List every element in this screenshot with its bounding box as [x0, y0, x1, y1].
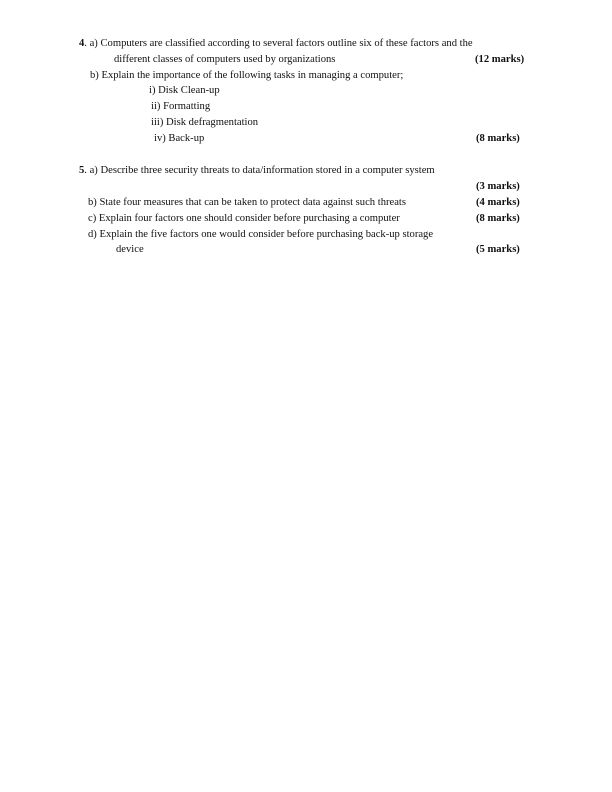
q4-part-b-item-1: i) Disk Clean-up [149, 85, 220, 96]
q4-part-b-text: b) Explain the importance of the following tasks in managing a computer; [90, 70, 404, 81]
q4-part-b-item-3: iii) Disk defragmentation [151, 117, 259, 128]
q4-part-a-marks: (12 marks) [475, 54, 525, 65]
q4-part-a-text-1: . a) Computers are classified according to several factors outline six of these factors and the [84, 38, 473, 49]
q5-part-c-text: c) Explain four factors one should consider before purchasing a computer [88, 213, 400, 224]
q5-part-a-text: . a) Describe three security threats to data/information stored in a computer system [84, 165, 435, 176]
q5-part-d-line-1: d) Explain the five factors one would consider before purchasing back-up storage [88, 229, 434, 240]
q4-number: 4 [79, 38, 85, 49]
q4-part-b-item-2: ii) Formatting [151, 101, 211, 112]
q4-part-b-item-4: iv) Back-up [154, 133, 205, 144]
q5-part-c-marks: (8 marks) [476, 213, 520, 224]
q5-part-b-text: b) State four measures that can be taken to protect data against such threats [88, 197, 406, 208]
q4-part-a-line-2: different classes of computers used by organizations [114, 54, 336, 65]
q5-number: 5 [79, 165, 85, 176]
q4-part-b-marks: (8 marks) [476, 133, 520, 144]
q5-part-d-line-2: device [116, 244, 144, 255]
q5-part-b-marks: (4 marks) [476, 197, 520, 208]
q5-part-a-marks: (3 marks) [476, 181, 520, 192]
q4-part-a-line-1 [79, 37, 473, 50]
q5-part-d-marks: (5 marks) [476, 244, 520, 255]
q5-part-a-line [79, 164, 435, 177]
